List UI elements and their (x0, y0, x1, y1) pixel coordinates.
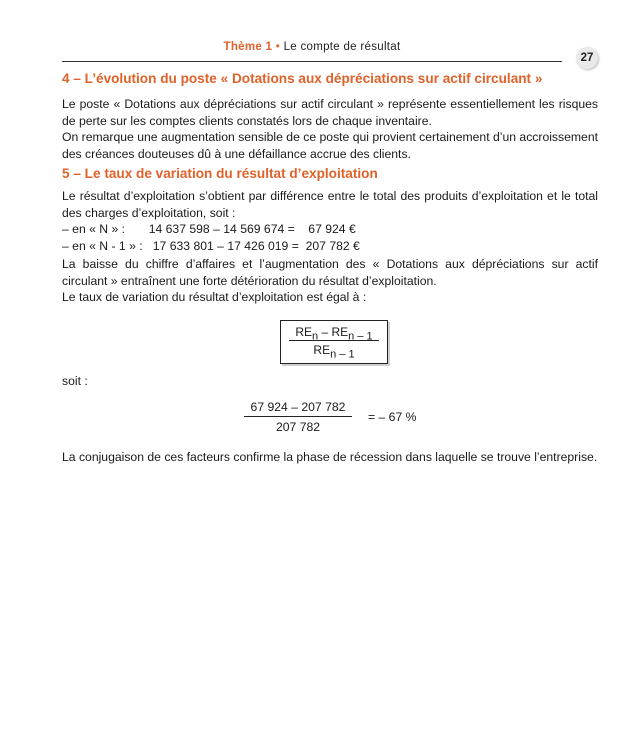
calc-result: = – 67 % (368, 410, 417, 424)
section-5-title: 5 – Le taux de variation du résultat d’exploitation (62, 166, 378, 181)
section-5-explanation: La baisse du chiffre d’affaires et l’augmentation des « Dotations aux dépréciations sur actif circulant » entraînent une forte détérioration du résultat d’exploitation. (62, 257, 598, 288)
rate-intro: Le taux de variation du résultat d’exploitation est égal à : (62, 290, 367, 304)
formula-num-minus-re: – RE (318, 325, 349, 339)
header-bullet: • (275, 41, 281, 53)
section-4-paragraph-2: On remarque une augmentation sensible de ce poste qui provient certainement d’un accroissement des créances douteuses dû à une défaillance accrue des clients. (62, 130, 598, 161)
section-5-intro: Le résultat d’exploitation s’obtient par différence entre le total des produits d’exploitation et le total des charges d’exploitation, soit : (62, 189, 598, 220)
formula-fraction-bar (289, 340, 379, 341)
calc-numerator: 67 924 – 207 782 (250, 400, 346, 414)
calc-line-n: – en « N » : 14 637 598 – 14 569 674 = 67 924 € (62, 222, 356, 236)
conclusion: La conjugaison de ces facteurs confirme la phase de récession dans laquelle se trouve l’entreprise. (62, 450, 598, 464)
chapter-title: Le compte de résultat (283, 41, 401, 53)
running-header (62, 41, 562, 53)
calc-fraction-bar (244, 416, 352, 417)
formula-num-sub-n: n (312, 330, 319, 343)
calc-line-n-1: – en « N - 1 » : 17 633 801 – 17 426 019 = 207 782 € (62, 239, 360, 253)
formula-num-sub-n1: n – 1 (348, 330, 373, 343)
calc-denominator: 207 782 (275, 420, 321, 434)
formula-den-sub: n – 1 (330, 348, 355, 361)
soit-label: soit : (62, 374, 88, 388)
section-4-paragraph-1: Le poste « Dotations aux dépréciations sur actif circulant » représente essentiellement les risques de perte sur les comptes clients constatés lors de chaque inventaire. (62, 97, 598, 128)
formula-den-re: RE (313, 343, 331, 357)
page-number: 27 (576, 47, 598, 69)
header-rule (62, 61, 562, 62)
formula-box (280, 320, 388, 364)
theme-label: Thème 1 (223, 41, 273, 53)
formula-denominator (281, 343, 387, 360)
section-4-title: 4 – L’évolution du poste « Dotations aux dépréciations sur actif circulant » (62, 71, 543, 86)
formula-num-re: RE (295, 325, 313, 339)
